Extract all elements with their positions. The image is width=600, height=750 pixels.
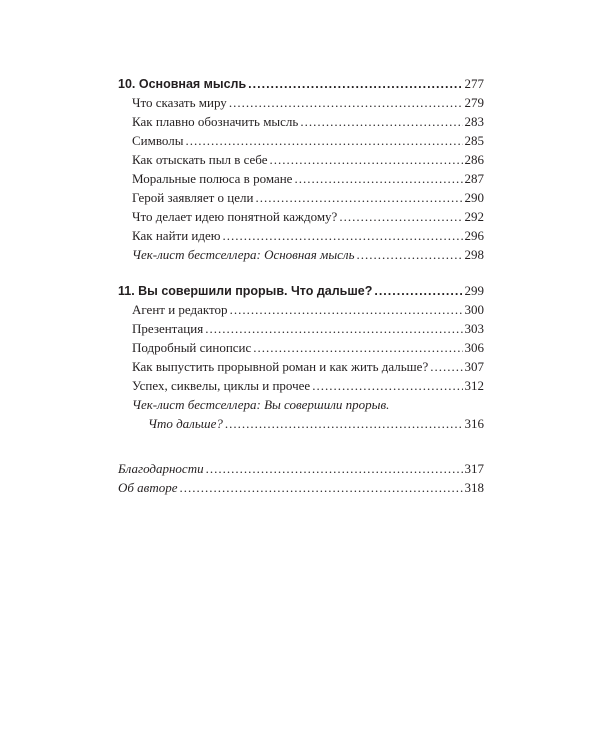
dot-leader [222, 226, 462, 245]
toc-chapter-10[interactable] [118, 74, 484, 93]
toc-entry-title: Агент и редактор [132, 302, 228, 317]
toc-entry[interactable] [118, 300, 484, 319]
dot-leader [374, 282, 462, 301]
toc-page-number: 287 [464, 171, 484, 186]
dot-leader [300, 112, 462, 131]
toc-entry-checklist-line2[interactable] [118, 414, 484, 433]
dot-leader [248, 75, 462, 94]
toc-page-number: 307 [464, 359, 484, 374]
toc-entry[interactable] [118, 226, 484, 245]
toc-page-number: 296 [464, 228, 484, 243]
toc-entry-title: Как плавно обозначить мысль [132, 114, 299, 129]
toc-page-number: 292 [464, 209, 484, 224]
dot-leader [357, 245, 463, 264]
toc-page-number: 317 [464, 461, 484, 476]
toc-page-number: 286 [464, 152, 484, 167]
toc-entry[interactable] [118, 169, 484, 188]
dot-leader [255, 188, 462, 207]
toc-entry[interactable] [118, 131, 484, 150]
toc-entry-title: Подробный синопсис [132, 340, 252, 355]
toc-page-number: 303 [464, 321, 484, 336]
toc-entry[interactable] [118, 357, 484, 376]
toc-chapter-title: 10. Основная мысль [118, 77, 247, 91]
dot-leader [206, 459, 463, 478]
toc-entry-checklist-line1[interactable] [118, 395, 484, 414]
toc-entry-title: Символы [132, 133, 184, 148]
toc-page-number: 279 [464, 95, 484, 110]
toc-entry-title: Что сказать миру [132, 95, 227, 110]
dot-leader [205, 319, 462, 338]
toc-entry-title: Об авторе [118, 480, 178, 495]
dot-leader [229, 93, 463, 112]
toc-chapter-11[interactable] [118, 281, 484, 300]
toc-page-number: 299 [464, 283, 484, 298]
dot-leader [253, 338, 462, 357]
toc-page-number: 306 [464, 340, 484, 355]
toc-entry-title: Герой заявляет о цели [132, 190, 254, 205]
toc-entry-title: Как отыскать пыл в себе [132, 152, 268, 167]
toc-entry-title: Благодарности [118, 461, 204, 476]
dot-leader [225, 414, 463, 433]
toc-page-number: 316 [464, 416, 484, 431]
toc-entry[interactable] [118, 93, 484, 112]
dot-leader [294, 169, 462, 188]
toc-page-number: 277 [464, 76, 484, 91]
dot-leader [270, 150, 463, 169]
dot-leader [230, 300, 463, 319]
toc-back-matter-acknowledgments[interactable] [118, 459, 484, 478]
toc-entry-title: Чек-лист бестселлера: Вы совершили прорыв. [132, 397, 390, 412]
toc-entry[interactable] [118, 338, 484, 357]
dot-leader [185, 131, 462, 150]
dot-leader [179, 478, 462, 497]
toc-entry-title: Как найти идею [132, 228, 221, 243]
section-spacer [118, 433, 484, 459]
toc-page-number: 290 [464, 190, 484, 205]
toc-page-number: 283 [464, 114, 484, 129]
section-spacer [118, 264, 484, 281]
toc-entry[interactable] [118, 188, 484, 207]
toc-entry[interactable] [118, 207, 484, 226]
toc-entry[interactable] [118, 112, 484, 131]
toc-page-number: 300 [464, 302, 484, 317]
table-of-contents [118, 74, 484, 497]
toc-entry-title: Что дальше? [148, 416, 223, 431]
dot-leader [339, 207, 462, 226]
toc-page-number: 318 [464, 480, 484, 495]
toc-entry-title: Моральные полюса в романе [132, 171, 293, 186]
toc-entry-title: Презентация [132, 321, 204, 336]
toc-chapter-title: 11. Вы совершили прорыв. Что дальше? [118, 284, 373, 298]
dot-leader [312, 376, 462, 395]
toc-entry-title: Чек-лист бестселлера: Основная мысль [132, 247, 355, 262]
toc-entry[interactable] [118, 376, 484, 395]
toc-entry-title: Как выпустить прорывной роман и как жить дальше? [132, 359, 429, 374]
toc-page-number: 285 [464, 133, 484, 148]
toc-entry[interactable] [118, 150, 484, 169]
toc-entry[interactable] [118, 319, 484, 338]
toc-page-number: 312 [464, 378, 484, 393]
toc-page-number: 298 [464, 247, 484, 262]
dot-leader [430, 357, 462, 376]
toc-back-matter-about-author[interactable] [118, 478, 484, 497]
toc-entry-title: Успех, сиквелы, циклы и прочее [132, 378, 311, 393]
toc-entry-title: Что делает идею понятной каждому? [132, 209, 338, 224]
toc-entry-checklist[interactable] [118, 245, 484, 264]
